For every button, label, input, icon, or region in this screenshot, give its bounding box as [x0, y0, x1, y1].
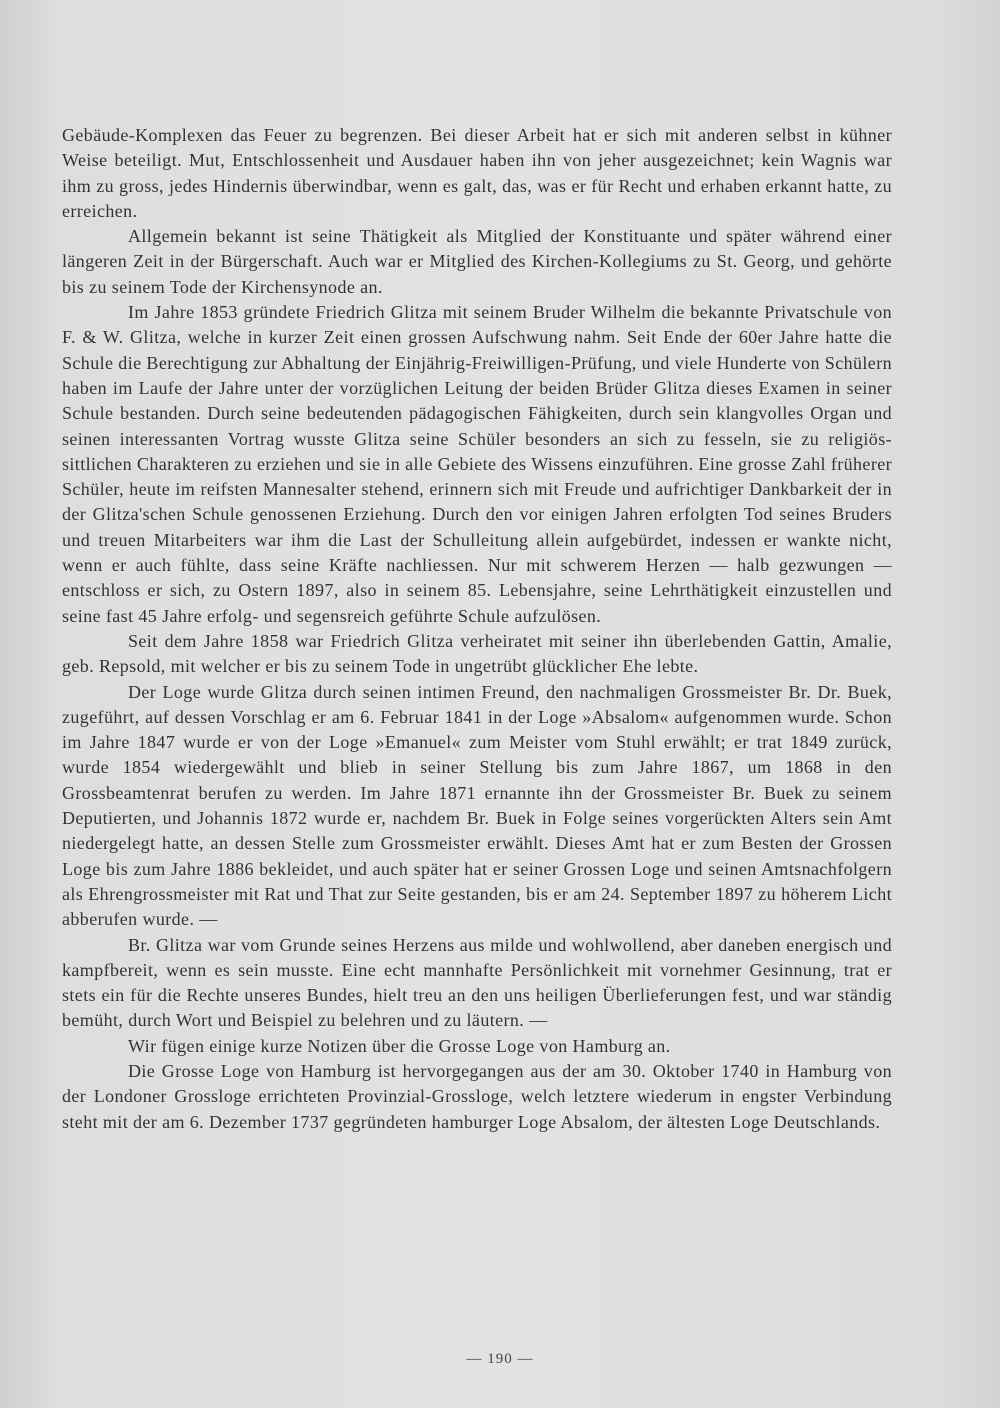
paragraph-konstituante: Allgemein bekannt ist seine Thätigkeit als Mitglied der Konstituante und später während einer längeren Zeit in der Bürgerschaft. Auch war er Mitglied des Kirchen-Kollegiums zu St. Georg, und gehörte bis zu seinem Tode der Kirchensynode an.	[62, 226, 892, 297]
body-text	[62, 123, 892, 1135]
paragraph-notes-intro: Wir fügen einige kurze Notizen über die Grosse Loge von Hamburg an.	[128, 1035, 671, 1056]
paragraph-loge-career: Der Loge wurde Glitza durch seinen intimen Freund, den nachmaligen Grossmeister Br. Dr. Buek, zugeführt, auf dessen Vorschlag er am 6. Februar 1841 in der Loge »Absalom« aufgenommen wurde. Schon im Jahre 1847 wurde er von der Loge »Emanuel« zum Meister vom Stuhl erwählt; er trat 1849 zurück, wurde 1854 wiedergewählt und blieb in seiner Stellung bis zum Jahre 1867, um 1868 in den Grossbeamtenrat berufen zu werden. Im Jahre 1871 ernannte ihn der Grossmeister Br. Buek zu seinem Deputierten, und Johannis 1872 wurde er, nachdem Br. Buek in Folge seines vorgerückten Alters sein Amt niedergelegt hatte, an dessen Stelle zum Grossmeister erwählt. Dieses Amt hat er zum Besten der Grossen Loge bis zum Jahre 1886 bekleidet, und auch später hat er seiner Grossen Loge und seinen Amtsnachfolgern als Ehrengrossmeister mit Rat und That zur Seite gestanden, bis er am 24. September 1897 zu höherem Licht abberufen wurde. —	[62, 681, 892, 930]
paragraph-continuation: Gebäude-Komplexen das Feuer zu begrenzen. Bei dieser Arbeit hat er sich mit anderen selbst in kühner Weise beteiligt. Mut, Entschlossenheit und Ausdauer haben ihn von jeher ausgezeichnet; kein Wagnis war ihm zu gross, jedes Hindernis überwindbar, wenn es galt, das, was er für Recht und erhaben erkannt hatte, zu erreichen.	[62, 125, 892, 221]
paragraph-character: Br. Glitza war vom Grunde seines Herzens aus milde und wohlwollend, aber daneben energisch und kampfbereit, wenn es sein musste. Eine echt mannhafte Persönlichkeit mit vornehmer Gesinnung, trat er stets ein für die Rechte unseres Bundes, hielt treu an den uns heiligen Überlieferungen fest, und war ständig bemüht, durch Wort und Beispiel zu belehren und zu läutern. —	[62, 934, 892, 1031]
page-number: — 190 —	[466, 1351, 534, 1367]
paragraph-privatschule: Im Jahre 1853 gründete Friedrich Glitza mit seinem Bruder Wilhelm die bekannte Privatschule von F. & W. Glitza, welche in kurzer Zeit einen grossen Aufschwung nahm. Seit Ende der 60er Jahre hatte die Schule die Berechtigung zur Abhaltung der Einjährig-Freiwilligen-Prüfung, und viele Hunderte von Schülern haben im Laufe der Jahre unter der vorzüglichen Leitung der beiden Brüder Glitza dieses Examen in seiner Schule bestanden. Durch seine bedeutenden pädagogischen Fähigkeiten, durch sein klangvolles Organ und seinen interessanten Vortrag wusste Glitza seine Schüler besonders an sich zu fesseln, sie zu religiös-sittlichen Charakteren zu erziehen und sie in alle Gebiete des Wissens einzuführen. Eine grosse Zahl früherer Schüler, heute im reifsten Mannesalter stehend, erinnern sich mit Freude und aufrichtiger Dankbarkeit der in der Glitza'schen Schule genossenen Erziehung. Durch den vor einigen Jahren erfolgten Tod seines Bruders und treuen Mitarbeiters war ihm die Last der Schulleitung allein aufgebürdet, indessen er wankte nicht, wenn er auch fühlte, dass seine Kräfte nachliessen. Nur mit schwerem Herzen — halb gezwungen — entschloss er sich, zu Ostern 1897, also in seinem 85. Lebensjahre, seine Lehrthätigkeit einzustellen und seine fast 45 Jahre erfolg- und segensreich geführte Schule aufzulösen.	[62, 302, 892, 626]
paragraph-grosse-loge: Die Grosse Loge von Hamburg ist hervorgegangen aus der am 30. Oktober 1740 in Hamburg von der Londoner Grossloge errichteten Provinzial-Grossloge, welch letztere wiederum in engster Verbindung steht mit der am 6. Dezember 1737 gegründeten hamburger Loge Absalom, der ältesten Loge Deutschlands.	[62, 1060, 892, 1132]
paragraph-marriage: Seit dem Jahre 1858 war Friedrich Glitza verheiratet mit seiner ihn überlebenden Gattin, Amalie, geb. Repsold, mit welcher er bis zu seinem Tode in ungetrübt glücklicher Ehe lebte.	[62, 630, 892, 677]
